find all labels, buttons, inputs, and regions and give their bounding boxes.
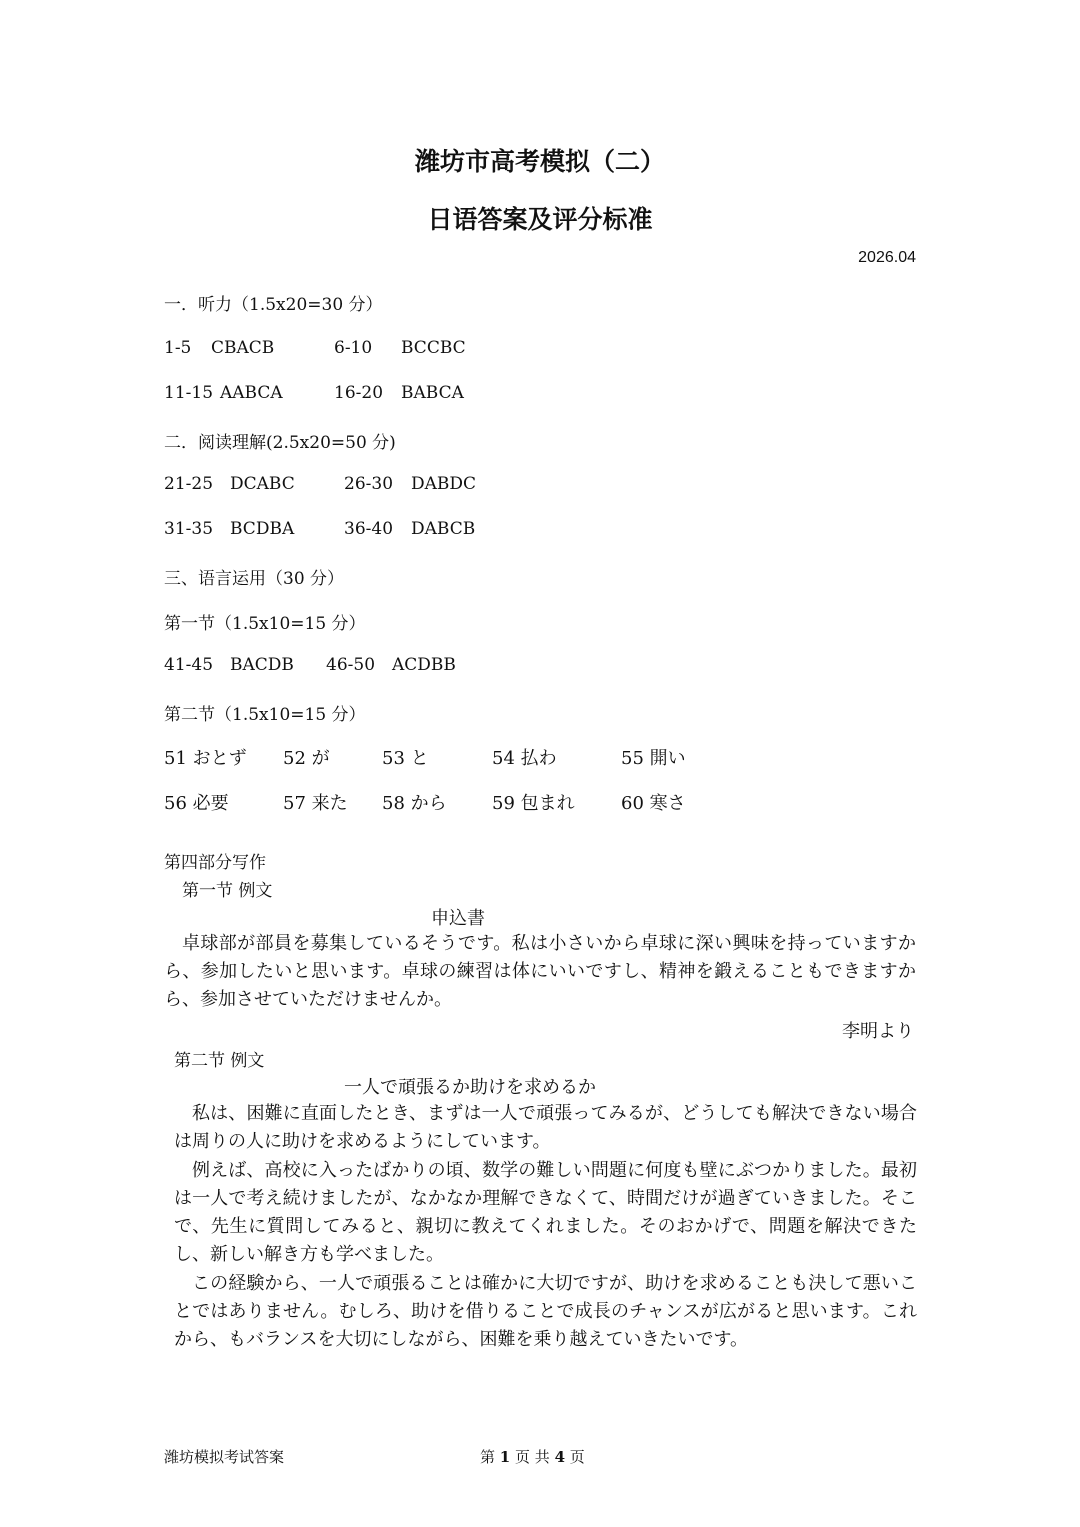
- question-range: 6-10: [334, 338, 373, 358]
- section-4-heading: 第四部分写作: [164, 853, 266, 873]
- section-4-part-2-heading: 第二节 例文: [174, 1051, 265, 1071]
- fill-in-answer: 51 おとず: [164, 748, 247, 769]
- answer-letters: CBACB: [211, 338, 275, 358]
- question-range: 31-35: [164, 519, 214, 539]
- page-middle: 页 共: [515, 1448, 550, 1466]
- answer-letters: BABCA: [401, 383, 464, 403]
- section-2-heading: 二．阅读理解(2.5x20=50 分): [164, 433, 396, 453]
- fill-in-answer: 54 払わ: [492, 748, 557, 769]
- fill-in-answer: 57 来た: [283, 793, 348, 814]
- essay-1-signature: 李明より: [842, 1021, 914, 1042]
- question-range: 26-30: [344, 474, 394, 494]
- fill-in-answer: 55 開い: [621, 748, 686, 769]
- section-1-heading: 一．听力（1.5x20=30 分）: [164, 295, 383, 315]
- answer-letters: DABDC: [411, 474, 477, 494]
- page-prefix: 第: [480, 1448, 496, 1466]
- answer-letters: BCCBC: [401, 338, 466, 358]
- page-suffix: 页: [569, 1448, 585, 1466]
- question-range: 41-45: [164, 655, 214, 675]
- fill-in-answer: 60 寒さ: [621, 793, 686, 814]
- answer-letters: DCABC: [230, 474, 295, 494]
- question-range: 1-5: [164, 338, 192, 358]
- essay-1-body: 卓球部が部員を募集しているそうです。私は小さいから卓球に深い興味を持っていますから、参加したいと思います。卓球の練習は体にいいですし、精神を鍛えることもできますから、参加させていただけませんか。: [164, 933, 916, 1010]
- question-range: 21-25: [164, 474, 214, 494]
- page-title: 潍坊市高考模拟（二）: [414, 147, 665, 176]
- essay-2-paragraph: 私は、困難に直面したとき、まずは一人で頑張ってみるが、どうしても解決できない場合は周りの人に助けを求めるようにしています。: [174, 1103, 917, 1152]
- page-number: [480, 1446, 585, 1467]
- fill-in-answer: 52 が: [283, 748, 330, 769]
- section-3-part-1-heading: 第一节（1.5x10=15 分）: [164, 614, 366, 634]
- page-subtitle: 日语答案及评分标准: [427, 205, 653, 234]
- answer-letters: BACDB: [230, 655, 294, 675]
- essay-1-title: 申込書: [431, 908, 485, 929]
- answer-letters: DABCB: [411, 519, 476, 539]
- question-range: 46-50: [326, 655, 376, 675]
- essay-2-paragraph: 例えば、高校に入ったばかりの頃、数学の難しい問題に何度も壁にぶつかりました。最初は一人で考え続けましたが、なかなか理解できなくて、時間だけが過ぎていきました。そこで、先生に質問してみると、親切に教えてくれました。そのおかげで、問題を解決できたし、新しい解き方も学べました。: [174, 1160, 917, 1265]
- footer-doc-name: 潍坊模拟考试答案: [164, 1448, 285, 1466]
- essay-2-paragraph: この経験から、一人で頑張ることは確かに大切ですが、助けを求めることも決して悪いことではありません。むしろ、助けを借りることで成長のチャンスが広がると思います。これから、もバランスを大切にしながら、困難を乗り越えていきたいです。: [174, 1273, 917, 1350]
- fill-in-answer: 58 から: [382, 793, 447, 814]
- answer-letters: BCDBA: [230, 519, 295, 539]
- answer-letters: AABCA: [220, 383, 283, 403]
- current-page: 1: [499, 1448, 511, 1466]
- essay-2-title: 一人で頑張るか助けを求めるか: [344, 1077, 596, 1098]
- exam-date: 2026.04: [858, 249, 916, 266]
- section-4-part-1-heading: 第一节 例文: [182, 881, 273, 901]
- fill-in-answer: 56 必要: [164, 793, 229, 814]
- fill-in-answer: 59 包まれ: [492, 793, 575, 814]
- total-pages: 4: [554, 1448, 566, 1466]
- answer-letters: ACDBB: [392, 655, 456, 675]
- question-range: 11-15: [164, 383, 214, 403]
- section-3-part-2-heading: 第二节（1.5x10=15 分）: [164, 705, 366, 725]
- fill-in-answer: 53 と: [382, 748, 429, 769]
- section-3-heading: 三、语言运用（30 分）: [164, 569, 345, 589]
- question-range: 36-40: [344, 519, 394, 539]
- question-range: 16-20: [334, 383, 384, 403]
